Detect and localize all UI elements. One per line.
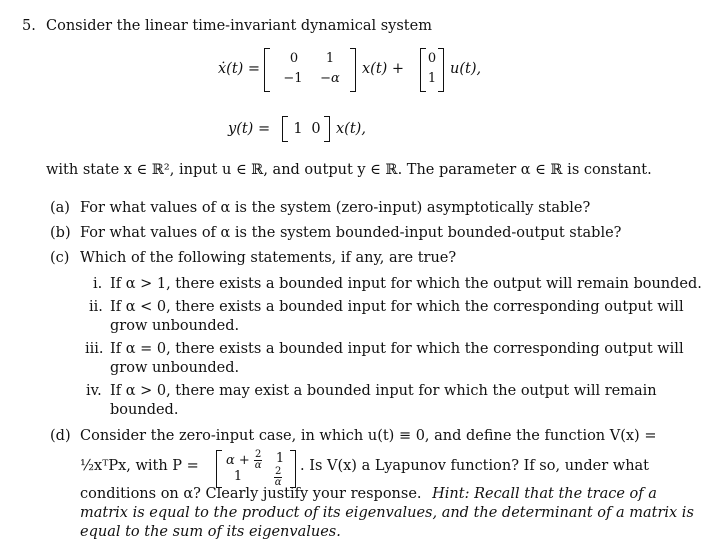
matrix-a (264, 48, 356, 92)
part-c-label: (c) (50, 250, 70, 266)
problem-number: 5. (22, 18, 36, 34)
matrix-a-11: 0 (289, 51, 299, 66)
part-b-label: (b) (50, 225, 71, 241)
part-b-text: For what values of α is the system bounded-input bounded-output stable? (80, 225, 622, 241)
part-c-item-iii-label: iii. (85, 341, 104, 357)
matrix-p-11-frac-num: 2 (254, 449, 262, 460)
matrix-p-11-frac-den: α (254, 460, 262, 471)
matrix-p-11-alpha: α + (226, 453, 250, 468)
part-a-text: For what values of α is the system (zero-input) asymptotically stable? (80, 200, 591, 216)
part-d-line-4: matrix is equal to the product of its eigenvalues, and the determinant of a matrix is (80, 505, 694, 521)
matrix-p-11-frac (254, 450, 262, 471)
part-a-label: (a) (50, 200, 70, 216)
part-c-item-iv-label: iv. (86, 383, 102, 399)
matrix-b-1: 0 (427, 51, 437, 66)
part-d-line-3-hint: Hint: Recall that the trace of a (432, 486, 657, 502)
matrix-p-22 (274, 467, 282, 488)
output-eq-lhs: y(t) = (228, 121, 271, 137)
part-c-item-iii-line-1: If α = 0, there exists a bounded input for which the corresponding output will (110, 341, 684, 357)
part-c-item-ii-label: ii. (89, 299, 103, 315)
matrix-p-12: 1 (275, 451, 285, 466)
matrix-p-22-frac-den: α (274, 477, 282, 488)
part-c-item-i-line-1: If α > 1, there exists a bounded input for which the output will remain bounded. (110, 276, 702, 292)
part-c-item-ii-line-1: If α < 0, there exists a bounded input for which the corresponding output will (110, 299, 684, 315)
matrix-a-12: 1 (325, 51, 335, 66)
state-eq-mid: x(t) + (362, 61, 405, 77)
matrix-p (216, 450, 296, 488)
part-c-item-iv-line-1: If α > 0, there may exist a bounded input for which the output will remain (110, 383, 657, 399)
matrix-c (282, 116, 330, 142)
matrix-c-1: 1 (293, 121, 303, 137)
part-d-line-3-normal: conditions on α? Clearly justify your response. (80, 486, 422, 502)
with-line: with state x ∈ ℝ², input u ∈ ℝ, and output y ∈ ℝ. The parameter α ∈ ℝ is constant. (46, 162, 652, 178)
part-c-item-ii-line-2: grow unbounded. (110, 318, 240, 334)
part-d-label: (d) (50, 428, 71, 444)
matrix-a-21: −1 (283, 71, 303, 86)
matrix-b (420, 48, 444, 92)
part-d-line-3 (80, 486, 657, 502)
part-c-text: Which of the following statements, if any, are true? (80, 250, 457, 266)
part-c-item-iv-line-2: bounded. (110, 402, 179, 418)
output-eq-rhs: x(t), (336, 121, 366, 137)
state-eq-lhs: ẋ(t) = (218, 61, 261, 77)
matrix-p-22-frac-num: 2 (275, 466, 282, 477)
matrix-a-22: −α (320, 71, 340, 86)
part-c-item-iii-line-2: grow unbounded. (110, 360, 240, 376)
matrix-p-11 (226, 450, 262, 471)
part-c-item-i-label: i. (93, 276, 103, 292)
matrix-b-2: 1 (427, 71, 437, 86)
matrix-p-21: 1 (233, 469, 243, 484)
part-d-line-2-post: . Is V(x) a Lyapunov function? If so, under what (300, 458, 649, 474)
part-d-line-5: equal to the sum of its eigenvalues. (80, 524, 341, 540)
state-eq-rhs: u(t), (450, 61, 482, 77)
part-d-line-2-pre: ½xᵀPx, with P = (80, 458, 199, 474)
matrix-c-2: 0 (311, 121, 321, 137)
problem-intro: Consider the linear time-invariant dynamical system (46, 18, 432, 34)
part-d-line-1: Consider the zero-input case, in which u(t) ≡ 0, and define the function V(x) = (80, 428, 657, 444)
